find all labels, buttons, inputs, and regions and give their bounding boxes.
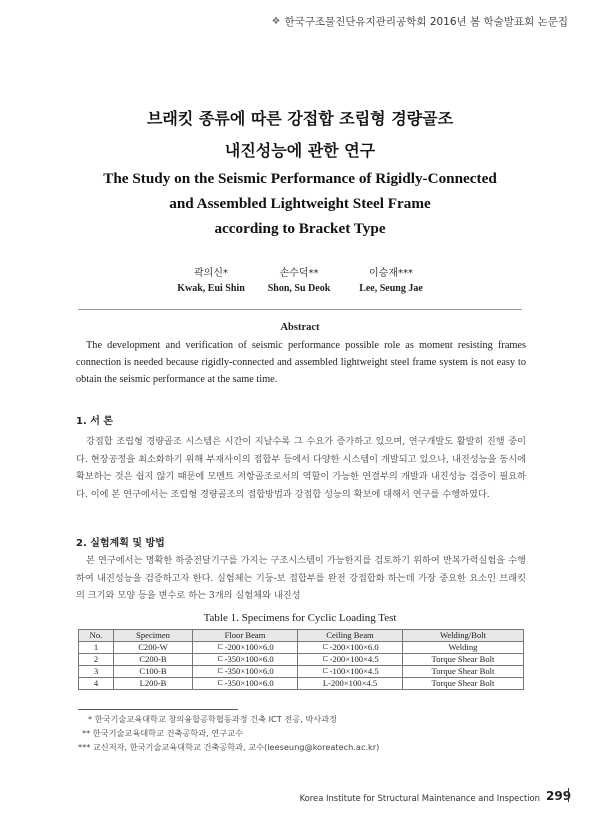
- table-row: [79, 642, 524, 654]
- abstract-text: The development and verification of seismic performance possible role as moment resisting frames connection is needed because rigidly-connected and assembled lightweight steel frame system is not easy to obtain the seismic performance at the same time.: [76, 340, 526, 385]
- cell-no: 1: [79, 642, 114, 654]
- cell-ceiling-beam: ㄷ-100×100×4.5: [298, 666, 403, 678]
- cell-welding-bolt: Torque Shear Bolt: [403, 678, 524, 690]
- section-2-text: 본 연구에서는 명확한 하중전달기구를 가지는 구조시스템이 가능한지를 검토하기 위하여 반복가력실험을 수행하여 내진성능을 검증하고자 한다. 실험체는 기둥-보 접합부를 완전 강접합화 하는데 가장 중요한 요소인 브래킷의 크기와 모양 등을 변수로 하는 3개의 실험체와 내진성: [76, 555, 526, 601]
- author-3-en: Lee, Seung Jae: [359, 283, 423, 294]
- footnote-2: ** 한국기술교육대학교 건축공학과, 연구교수: [82, 728, 243, 738]
- abstract-title: Abstract: [280, 322, 320, 333]
- table-row: [79, 678, 524, 690]
- col-header-welding-bolt: Welding/Bolt: [403, 630, 524, 642]
- cell-floor-beam: ㄷ-350×100×6.0: [193, 666, 298, 678]
- cell-specimen: C200-W: [114, 642, 193, 654]
- author-3-ko: 이승재***: [369, 268, 413, 279]
- title-divider: [78, 309, 522, 310]
- page-number-divider: [568, 788, 569, 802]
- table-row: [79, 654, 524, 666]
- col-header-no: No.: [79, 630, 114, 642]
- cell-ceiling-beam: ㄷ-200×100×4.5: [298, 654, 403, 666]
- section-1-text: 강접합 조립형 경량골조 시스템은 시간이 지날수록 그 수요가 증가하고 있으며, 연구개발도 활발히 진행 중이다. 현장공정을 최소화하기 위해 부재사이의 접합부 등에서 다양한 시스템이 개발되고 있으나, 내진성능을 동시에 확보하는 것은 쉽지 않기 때문에 모멘트 저항골조로서의 역할이 가능한 연결부의 개발과 내진성능 검증이 필요하다. 이에 본 연구에서는 조립형 경량골조의 접합방법과 강접합 성능의 확보에 대해서 연구를 수행하였다.: [76, 436, 526, 500]
- section-2-heading: 2. 실험계획 및 방법: [76, 538, 165, 549]
- author-3: [336, 264, 446, 294]
- footnote-divider: [78, 709, 238, 710]
- cell-floor-beam: ㄷ-350×100×6.0: [193, 654, 298, 666]
- header-text: 한국구조물진단유지관리공학회 2016년 봄 학술발표회 논문집: [284, 16, 568, 28]
- table-caption: Table 1. Specimens for Cyclic Loading Test: [203, 612, 397, 624]
- book-icon: ❖: [271, 16, 281, 27]
- cell-specimen: L200-B: [114, 678, 193, 690]
- cell-floor-beam: ㄷ-200×100×6.0: [193, 642, 298, 654]
- running-header: [272, 14, 568, 29]
- cell-specimen: C100-B: [114, 666, 193, 678]
- cell-welding-bolt: Torque Shear Bolt: [403, 654, 524, 666]
- cell-no: 2: [79, 654, 114, 666]
- col-header-specimen: Specimen: [114, 630, 193, 642]
- cell-welding-bolt: Welding: [403, 642, 524, 654]
- author-1-ko: 곽의신*: [194, 268, 228, 279]
- title-ko-line-1: 브래킷 종류에 따른 강접합 조립형 경량골조: [146, 109, 454, 128]
- col-header-ceiling-beam: Ceiling Beam: [298, 630, 403, 642]
- cell-specimen: C200-B: [114, 654, 193, 666]
- title-ko-line-2: 내진성능에 관한 연구: [224, 141, 376, 160]
- author-2-ko: 손수덕**: [279, 268, 319, 279]
- footnote-1: * 한국기술교육대학교 창의융합공학협동과정 건축 ICT 전공, 박사과정: [88, 714, 337, 724]
- author-2-en: Shon, Su Deok: [267, 283, 331, 294]
- table-row: [79, 666, 524, 678]
- cell-floor-beam: ㄷ-350×100×6.0: [193, 678, 298, 690]
- cell-ceiling-beam: L-200×100×4.5: [298, 678, 403, 690]
- cell-ceiling-beam: ㄷ-200×100×6.0: [298, 642, 403, 654]
- footer-org: Korea Institute for Structural Maintenance and Inspection: [299, 793, 540, 803]
- section-1-heading: 1. 서 론: [76, 416, 114, 427]
- author-1-en: Kwak, Eui Shin: [177, 283, 245, 294]
- title-en-line-2: and Assembled Lightweight Steel Frame: [169, 195, 431, 212]
- title-en-line-3: according to Bracket Type: [214, 220, 386, 237]
- cell-no: 4: [79, 678, 114, 690]
- cell-welding-bolt: Torque Shear Bolt: [403, 666, 524, 678]
- title-en-line-1: The Study on the Seismic Performance of Rigidly-Connected: [103, 170, 497, 187]
- col-header-floor-beam: Floor Beam: [193, 630, 298, 642]
- footnote-3: *** 교신저자, 한국기술교육대학교 건축공학과, 교수(leeseung@koreatech.ac.kr): [78, 742, 380, 752]
- cell-no: 3: [79, 666, 114, 678]
- table-header-row: [79, 630, 524, 642]
- specimen-table: [78, 629, 524, 690]
- page-number: 299: [546, 789, 572, 803]
